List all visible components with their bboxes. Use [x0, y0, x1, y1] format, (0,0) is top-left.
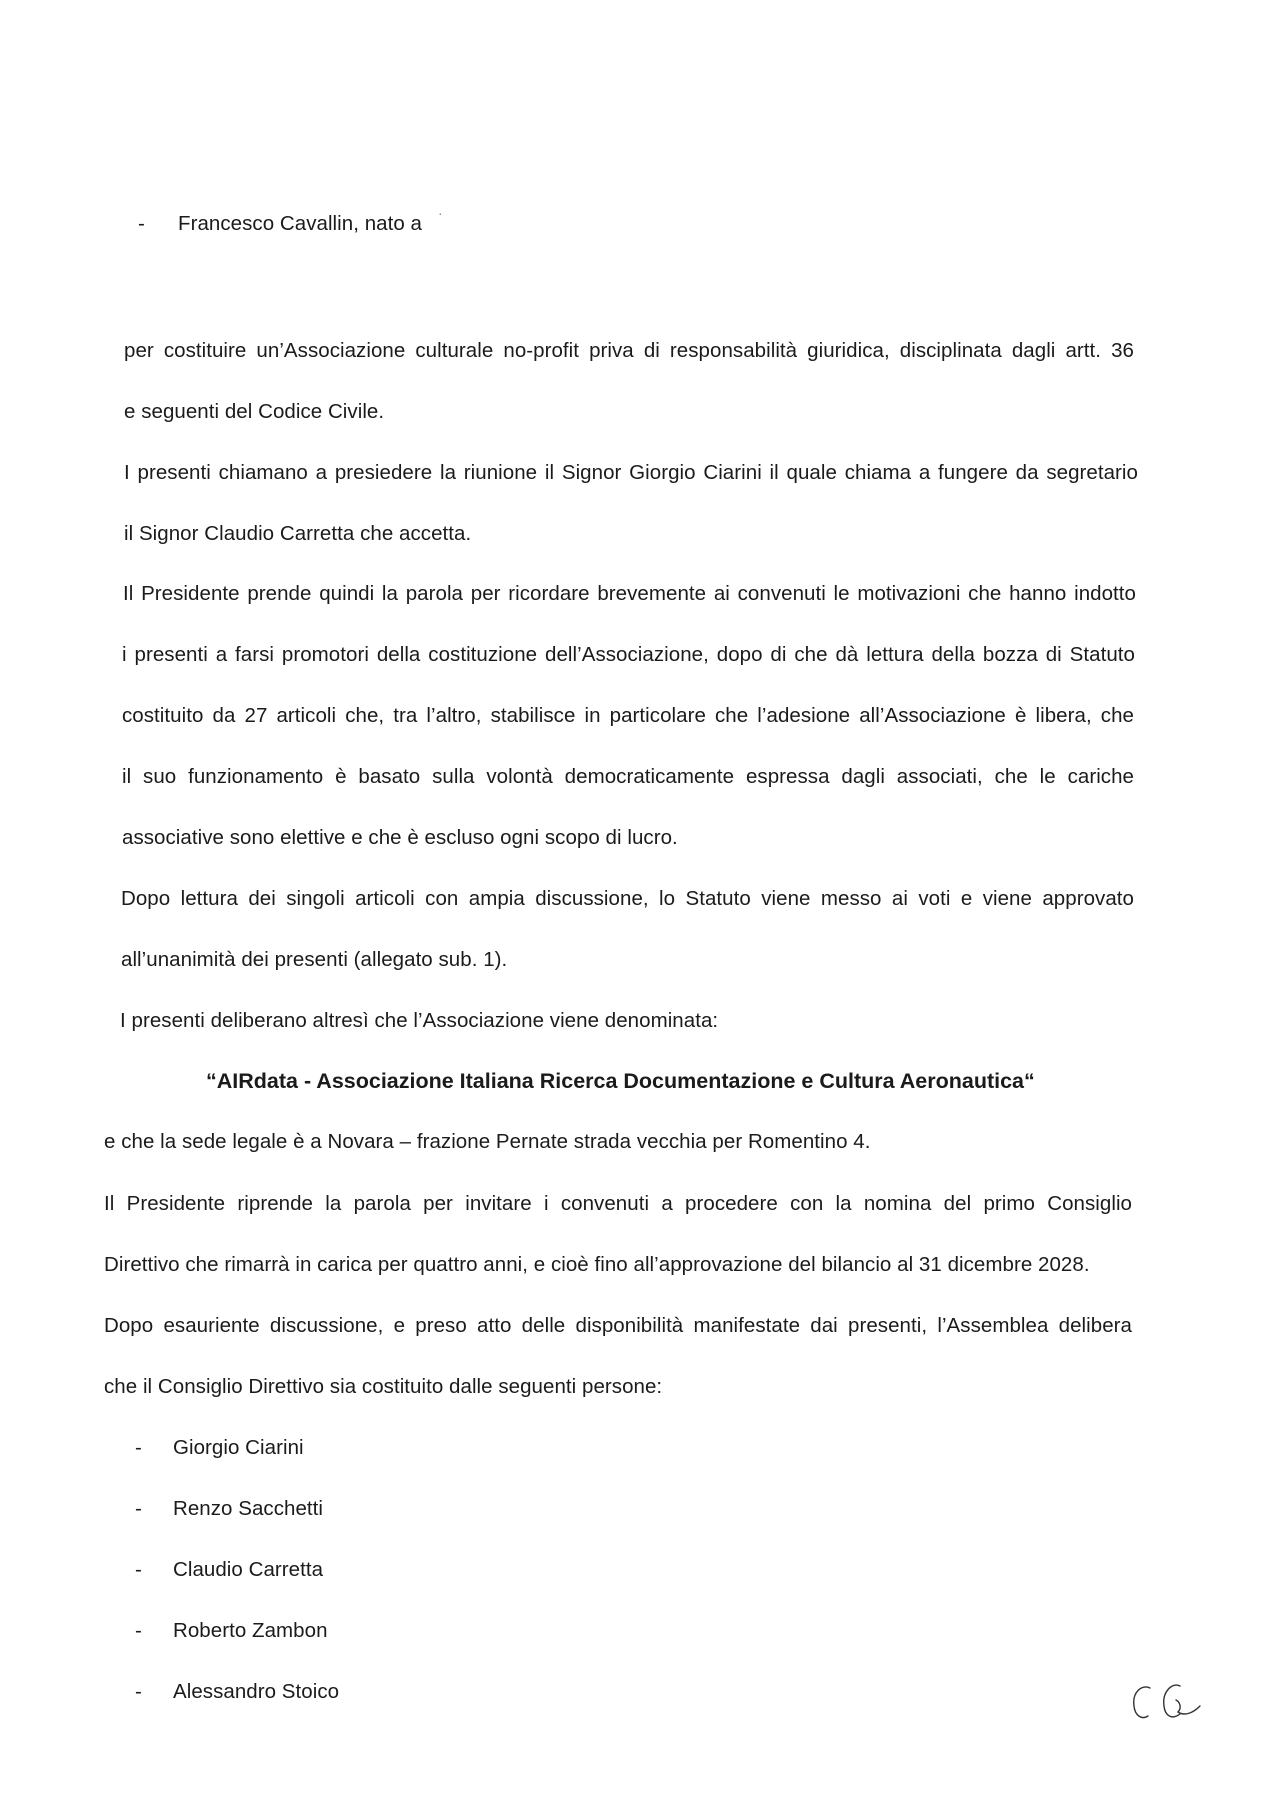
board-member: Renzo Sacchetti	[173, 1497, 324, 1520]
association-name: “AIRdata - Associazione Italiana Ricerca Documentazione e Cultura Aeronautica“	[206, 1069, 1035, 1093]
purpose-line: e seguenti del Codice Civile.	[124, 400, 385, 423]
board-member: Alessandro Stoico	[173, 1680, 340, 1703]
board-line: Direttivo che rimarrà in carica per quattro anni, e cioè fino all’approvazione del bilancio al 31 dicembre 2028.	[104, 1253, 1090, 1276]
president-line: Il Presidente prende quindi la parola per ricordare brevemente ai convenuti le motivazioni che hanno indotto	[123, 582, 1136, 605]
list-dash: -	[135, 1436, 142, 1459]
name-intro: I presenti deliberano altresì che l’Associazione viene denominata:	[120, 1009, 719, 1032]
list-dash: -	[135, 1497, 142, 1520]
chair-line: il Signor Claudio Carretta che accetta.	[124, 522, 472, 545]
board-member: Roberto Zambon	[173, 1619, 328, 1642]
reading-line: Dopo lettura dei singoli articoli con ampia discussione, lo Statuto viene messo ai voti e viene approvato	[121, 887, 1134, 910]
chair-line: I presenti chiamano a presiedere la riunione il Signor Giorgio Ciarini il quale chiama a fungere da segretario	[124, 461, 1138, 484]
president-line: costituito da 27 articoli che, tra l’altro, stabilisce in particolare che l’adesione all’Associazione è libera, che	[122, 704, 1134, 727]
president-line: i presenti a farsi promotori della costituzione dell’Associazione, dopo di che dà lettura della bozza di Statuto	[122, 643, 1135, 666]
purpose-line: per costituire un’Associazione culturale no-profit priva di responsabilità giuridica, disciplinata dagli artt. 36	[124, 339, 1134, 362]
founder-item: Francesco Cavallin, nato a	[178, 212, 423, 235]
board-member: Giorgio Ciarini	[173, 1436, 304, 1459]
discussion-line: Dopo esauriente discussione, e preso atto delle disponibilità manifestate dai presenti, l’Assemblea delibera	[104, 1314, 1132, 1337]
list-dash: -	[138, 212, 145, 235]
president-line: associative sono elettive e che è escluso ogni scopo di lucro.	[122, 826, 678, 849]
signature-initials	[1128, 1676, 1208, 1726]
board-member: Claudio Carretta	[173, 1558, 324, 1581]
list-dash: -	[135, 1619, 142, 1642]
seat-line: e che la sede legale è a Novara – frazione Pernate strada vecchia per Romentino 4.	[104, 1130, 871, 1153]
reading-line: all’unanimità dei presenti (allegato sub. 1).	[121, 948, 508, 971]
board-line: Il Presidente riprende la parola per invitare i convenuti a procedere con la nomina del primo Consiglio	[104, 1192, 1132, 1215]
redaction-tick: ·	[438, 205, 443, 221]
discussion-line: che il Consiglio Direttivo sia costituito dalle seguenti persone:	[104, 1375, 663, 1398]
list-dash: -	[135, 1558, 142, 1581]
list-dash: -	[135, 1680, 142, 1703]
president-line: il suo funzionamento è basato sulla volontà democraticamente espressa dagli associati, che le cariche	[122, 765, 1134, 788]
